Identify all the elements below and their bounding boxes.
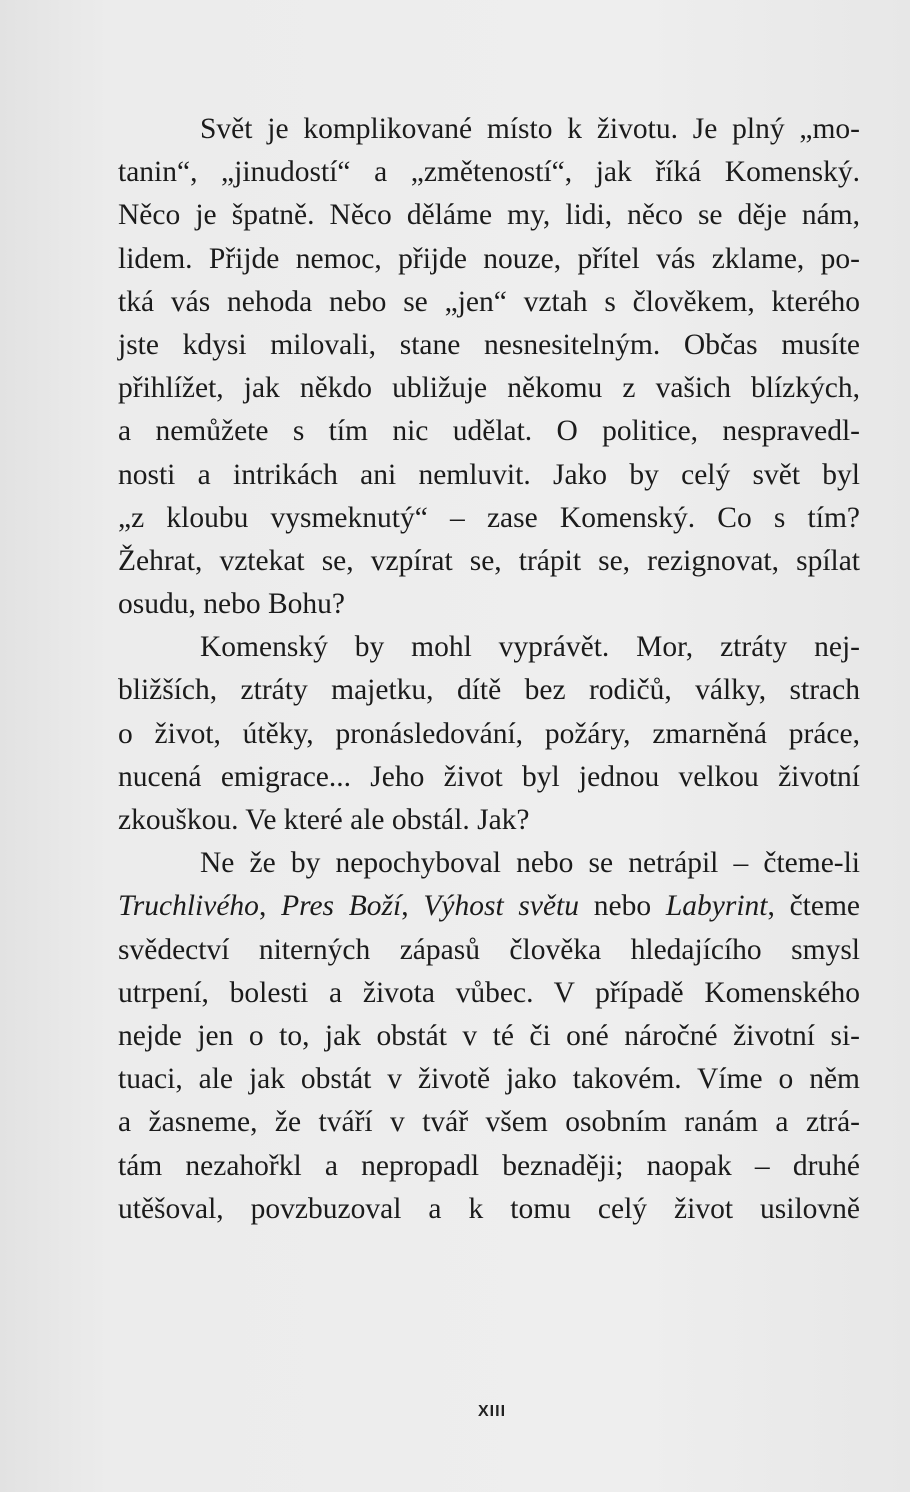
text-line: a nemůžete s tím nic udělat. O politice, nespravedl-	[118, 415, 860, 448]
text-line: utěšoval, povzbuzoval a k tomu celý život usilovně	[118, 1192, 860, 1225]
paragraph-3	[118, 842, 860, 1231]
text-line: a žasneme, že tváří v tvář všem osobním ranám a ztrá-	[118, 1106, 860, 1139]
separator-text: ,	[401, 890, 424, 923]
paragraph-2	[118, 626, 860, 842]
text-line: Ne že by nepochyboval nebo se netrápil – čteme-li	[200, 847, 860, 880]
text-line: jste kdysi milovali, stane nesnesitelným. Občas musíte	[118, 328, 860, 361]
text-line: o život, útěky, pronásledování, požáry, zmarněná práce,	[118, 717, 860, 750]
text-line: nosti a intrikách ani nemluvit. Jako by celý svět byl	[118, 458, 860, 491]
text-line: lidem. Přijde nemoc, přijde nouze, přítel vás zklame, po-	[118, 242, 860, 275]
text-line: Svět je komplikované místo k životu. Je plný „mo-	[200, 113, 860, 145]
text-line: přihlížet, jak někdo ubližuje někomu z vašich blízkých,	[118, 372, 860, 405]
text-line: utrpení, bolesti a života vůbec. V případě Komenského	[118, 976, 860, 1009]
book-title: Pres Boží	[281, 890, 402, 923]
text-line: tám nezahořkl a nepropadl beznaději; naopak – druhé	[118, 1149, 860, 1182]
text-line: Žehrat, vztekat se, vzpírat se, trápit se, rezignovat, spílat	[118, 544, 860, 577]
separator-text: , čteme	[767, 890, 861, 923]
text-line: tká vás nehoda nebo se „jen“ vztah s člověkem, kterého	[118, 285, 860, 318]
text-line: zkouškou. Ve které ale obstál. Jak?	[118, 804, 530, 836]
book-title: Truchlivého	[118, 890, 259, 923]
text-line: nejde jen o to, jak obstát v té či oné náročné životní si-	[118, 1019, 860, 1052]
text-line: bližších, ztráty majetku, dítě bez rodičů, války, strach	[118, 674, 860, 707]
separator-text: ,	[258, 890, 282, 923]
text-line: tanin“, „jinudostí“ a „změteností“, jak říká Komenský.	[118, 156, 860, 189]
text-line: tuaci, ale jak obstát v životě jako takovém. Víme o něm	[118, 1063, 860, 1096]
text-line: Komenský by mohl vyprávět. Mor, ztráty nej-	[200, 631, 860, 664]
book-title: Labyrint	[665, 890, 768, 923]
text-line: Něco je špatně. Něco děláme my, lidi, něco se děje nám,	[118, 199, 860, 232]
text-line-with-titles	[118, 885, 860, 928]
text-line: osudu, nebo Bohu?	[118, 588, 345, 621]
paragraph-1	[118, 108, 860, 626]
separator-text: nebo	[579, 890, 666, 923]
text-line: nucená emigrace... Jeho život byl jednou velkou životní	[118, 760, 860, 793]
text-line: „z kloubu vysmeknutý“ – zase Komenský. Co s tím?	[118, 501, 860, 534]
book-title: Výhost světu	[423, 890, 580, 923]
text-line: svědectví niterných zápasů člověka hledajícího smysl	[118, 933, 860, 966]
page-number: XIII	[478, 1403, 507, 1420]
body-text	[118, 108, 860, 1231]
